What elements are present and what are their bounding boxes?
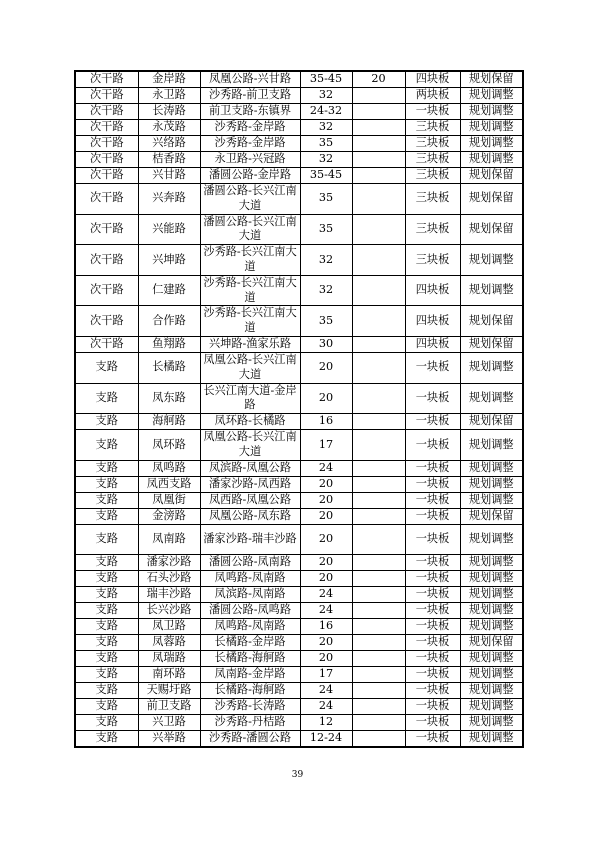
- cross-section-cell: 三块板: [405, 168, 460, 184]
- planning-status-cell: 规划调整: [460, 476, 523, 492]
- cross-section-cell: 一块板: [405, 460, 460, 476]
- planning-status-cell: 规划调整: [460, 383, 523, 414]
- table-row: [75, 336, 523, 352]
- road-name-cell: 兴络路: [138, 136, 200, 152]
- red-line-width-cell: 35: [300, 184, 352, 215]
- cross-section-cell: 一块板: [405, 476, 460, 492]
- cross-section-cell: 四块板: [405, 275, 460, 306]
- road-name-cell: 长橘路: [138, 352, 200, 383]
- road-section-cell: 凤环路-长橘路: [200, 414, 300, 430]
- cross-section-cell: 三块板: [405, 184, 460, 215]
- planning-status-cell: 规划调整: [460, 699, 523, 715]
- extra-width-cell: [352, 619, 405, 635]
- road-grade-cell: 支路: [75, 476, 138, 492]
- table-row: [75, 635, 523, 651]
- planning-status-cell: 规划调整: [460, 104, 523, 120]
- cross-section-cell: 一块板: [405, 715, 460, 731]
- red-line-width-cell: 12: [300, 715, 352, 731]
- cross-section-cell: 一块板: [405, 683, 460, 699]
- red-line-width-cell: 20: [300, 651, 352, 667]
- road-grade-cell: 支路: [75, 492, 138, 508]
- road-name-cell: 合作路: [138, 306, 200, 337]
- road-section-cell: 凤鸣路-凤南路: [200, 571, 300, 587]
- road-grade-cell: 次干路: [75, 104, 138, 120]
- table-row: [75, 136, 523, 152]
- road-section-cell: 凤凰公路-凤东路: [200, 508, 300, 524]
- extra-width-cell: [352, 352, 405, 383]
- extra-width-cell: [352, 715, 405, 731]
- red-line-width-cell: 16: [300, 414, 352, 430]
- red-line-width-cell: 20: [300, 383, 352, 414]
- road-section-cell: 沙秀路-长兴江南大道: [200, 306, 300, 337]
- road-section-cell: 沙秀路-长涛路: [200, 699, 300, 715]
- cross-section-cell: 一块板: [405, 508, 460, 524]
- road-section-cell: 潘圆公路-凤鸣路: [200, 603, 300, 619]
- extra-width-cell: [352, 275, 405, 306]
- table-row: [75, 184, 523, 215]
- road-section-cell: 潘圆公路-金岸路: [200, 168, 300, 184]
- extra-width-cell: [352, 136, 405, 152]
- table-row: [75, 383, 523, 414]
- road-grade-cell: 支路: [75, 587, 138, 603]
- red-line-width-cell: 24: [300, 683, 352, 699]
- red-line-width-cell: 35: [300, 214, 352, 245]
- table-row: [75, 275, 523, 306]
- cross-section-cell: 一块板: [405, 699, 460, 715]
- road-name-cell: 凤环路: [138, 430, 200, 461]
- road-name-cell: 兴奔路: [138, 184, 200, 215]
- cross-section-cell: 一块板: [405, 635, 460, 651]
- cross-section-cell: 一块板: [405, 492, 460, 508]
- planning-status-cell: 规划调整: [460, 492, 523, 508]
- planning-status-cell: 规划调整: [460, 524, 523, 555]
- cross-section-cell: 一块板: [405, 383, 460, 414]
- extra-width-cell: [352, 414, 405, 430]
- table-row: [75, 651, 523, 667]
- red-line-width-cell: 24-32: [300, 104, 352, 120]
- planning-status-cell: 规划调整: [460, 88, 523, 104]
- extra-width-cell: [352, 214, 405, 245]
- road-section-cell: 前卫支路-东镇界: [200, 104, 300, 120]
- road-grade-cell: 支路: [75, 715, 138, 731]
- table-row: [75, 492, 523, 508]
- cross-section-cell: 一块板: [405, 104, 460, 120]
- extra-width-cell: [352, 152, 405, 168]
- red-line-width-cell: 35: [300, 306, 352, 337]
- planning-status-cell: 规划调整: [460, 571, 523, 587]
- extra-width-cell: [352, 245, 405, 276]
- road-section-cell: 长兴江南大道-金岸路: [200, 383, 300, 414]
- extra-width-cell: [352, 88, 405, 104]
- table-row: [75, 571, 523, 587]
- page-number: 39: [291, 770, 304, 780]
- road-name-cell: 石头沙路: [138, 571, 200, 587]
- table-row: [75, 683, 523, 699]
- table-body: [75, 71, 523, 747]
- planning-status-cell: 规划保留: [460, 508, 523, 524]
- table-row: [75, 71, 523, 88]
- red-line-width-cell: 24: [300, 699, 352, 715]
- cross-section-cell: 四块板: [405, 336, 460, 352]
- road-name-cell: 兴卫路: [138, 715, 200, 731]
- road-grade-cell: 支路: [75, 414, 138, 430]
- cross-section-cell: 三块板: [405, 245, 460, 276]
- road-section-cell: 沙秀路-长兴江南大道: [200, 275, 300, 306]
- table-row: [75, 524, 523, 555]
- table-row: [75, 352, 523, 383]
- road-name-cell: 永卫路: [138, 88, 200, 104]
- road-section-cell: 潘圆公路-长兴江南大道: [200, 184, 300, 215]
- planning-status-cell: 规划调整: [460, 275, 523, 306]
- red-line-width-cell: 35-45: [300, 71, 352, 88]
- road-name-cell: 凤凰街: [138, 492, 200, 508]
- planning-status-cell: 规划调整: [460, 715, 523, 731]
- cross-section-cell: 一块板: [405, 667, 460, 683]
- road-name-cell: 南环路: [138, 667, 200, 683]
- planning-status-cell: 规划保留: [460, 635, 523, 651]
- planning-status-cell: 规划保留: [460, 71, 523, 88]
- extra-width-cell: [352, 603, 405, 619]
- road-grade-cell: 次干路: [75, 245, 138, 276]
- planning-status-cell: 规划保留: [460, 306, 523, 337]
- road-name-cell: 海舸路: [138, 414, 200, 430]
- table-row: [75, 508, 523, 524]
- road-grade-cell: 支路: [75, 619, 138, 635]
- road-grade-cell: 支路: [75, 508, 138, 524]
- table-row: [75, 587, 523, 603]
- red-line-width-cell: 24: [300, 603, 352, 619]
- extra-width-cell: [352, 524, 405, 555]
- road-name-cell: 仁建路: [138, 275, 200, 306]
- red-line-width-cell: 24: [300, 460, 352, 476]
- table-row: [75, 168, 523, 184]
- table-row: [75, 245, 523, 276]
- planning-status-cell: 规划调整: [460, 136, 523, 152]
- road-grade-cell: 支路: [75, 524, 138, 555]
- extra-width-cell: [352, 184, 405, 215]
- road-name-cell: 永茂路: [138, 120, 200, 136]
- planning-status-cell: 规划调整: [460, 430, 523, 461]
- road-section-cell: 凤鸣路-凤南路: [200, 619, 300, 635]
- cross-section-cell: 一块板: [405, 352, 460, 383]
- planning-status-cell: 规划保留: [460, 214, 523, 245]
- road-name-cell: 兴坤路: [138, 245, 200, 276]
- road-grade-cell: 次干路: [75, 120, 138, 136]
- road-planning-table: [74, 70, 524, 748]
- red-line-width-cell: 24: [300, 587, 352, 603]
- extra-width-cell: [352, 683, 405, 699]
- extra-width-cell: [352, 651, 405, 667]
- road-name-cell: 长涛路: [138, 104, 200, 120]
- red-line-width-cell: 35: [300, 136, 352, 152]
- cross-section-cell: 四块板: [405, 71, 460, 88]
- table-row: [75, 619, 523, 635]
- road-grade-cell: 次干路: [75, 136, 138, 152]
- road-name-cell: 凤瑞路: [138, 651, 200, 667]
- road-name-cell: 金滂路: [138, 508, 200, 524]
- planning-status-cell: 规划调整: [460, 603, 523, 619]
- table-row: [75, 120, 523, 136]
- extra-width-cell: [352, 492, 405, 508]
- table-row: [75, 104, 523, 120]
- road-grade-cell: 支路: [75, 731, 138, 748]
- red-line-width-cell: 20: [300, 476, 352, 492]
- extra-width-cell: [352, 383, 405, 414]
- road-name-cell: 长兴沙路: [138, 603, 200, 619]
- red-line-width-cell: 17: [300, 667, 352, 683]
- road-name-cell: 金岸路: [138, 71, 200, 88]
- cross-section-cell: 一块板: [405, 555, 460, 571]
- road-section-cell: 长橘路-海舸路: [200, 683, 300, 699]
- extra-width-cell: [352, 306, 405, 337]
- extra-width-cell: [352, 168, 405, 184]
- road-section-cell: 长橘路-海舸路: [200, 651, 300, 667]
- extra-width-cell: [352, 120, 405, 136]
- extra-width-cell: [352, 508, 405, 524]
- planning-status-cell: 规划调整: [460, 587, 523, 603]
- table-row: [75, 476, 523, 492]
- road-section-cell: 沙秀路-长兴江南大道: [200, 245, 300, 276]
- road-grade-cell: 次干路: [75, 336, 138, 352]
- road-grade-cell: 次干路: [75, 275, 138, 306]
- extra-width-cell: [352, 667, 405, 683]
- extra-width-cell: [352, 587, 405, 603]
- red-line-width-cell: 20: [300, 571, 352, 587]
- road-grade-cell: 支路: [75, 635, 138, 651]
- planning-status-cell: 规划保留: [460, 336, 523, 352]
- table-row: [75, 306, 523, 337]
- road-name-cell: 凤南路: [138, 524, 200, 555]
- road-name-cell: 凤东路: [138, 383, 200, 414]
- red-line-width-cell: 32: [300, 245, 352, 276]
- road-planning-table-container: [74, 70, 522, 748]
- road-section-cell: 沙秀路-前卫支路: [200, 88, 300, 104]
- road-name-cell: 潘家沙路: [138, 555, 200, 571]
- planning-status-cell: 规划调整: [460, 555, 523, 571]
- cross-section-cell: 一块板: [405, 651, 460, 667]
- extra-width-cell: [352, 731, 405, 748]
- road-section-cell: 沙秀路-金岸路: [200, 136, 300, 152]
- extra-width-cell: [352, 430, 405, 461]
- table-row: [75, 699, 523, 715]
- road-name-cell: 兴能路: [138, 214, 200, 245]
- planning-status-cell: 规划保留: [460, 168, 523, 184]
- table-row: [75, 414, 523, 430]
- table-row: [75, 152, 523, 168]
- road-section-cell: 潘家沙路-瑞丰沙路: [200, 524, 300, 555]
- extra-width-cell: [352, 555, 405, 571]
- cross-section-cell: 一块板: [405, 430, 460, 461]
- road-name-cell: 凤蓉路: [138, 635, 200, 651]
- extra-width-cell: [352, 460, 405, 476]
- road-section-cell: 凤滨路-凤南路: [200, 587, 300, 603]
- road-name-cell: 凤西支路: [138, 476, 200, 492]
- road-grade-cell: 支路: [75, 667, 138, 683]
- road-name-cell: 天赐圩路: [138, 683, 200, 699]
- cross-section-cell: 一块板: [405, 603, 460, 619]
- road-section-cell: 沙秀路-金岸路: [200, 120, 300, 136]
- red-line-width-cell: 32: [300, 275, 352, 306]
- road-grade-cell: 支路: [75, 651, 138, 667]
- road-grade-cell: 次干路: [75, 184, 138, 215]
- table-row: [75, 214, 523, 245]
- road-name-cell: 凤卫路: [138, 619, 200, 635]
- road-grade-cell: 次干路: [75, 306, 138, 337]
- road-grade-cell: 支路: [75, 683, 138, 699]
- road-section-cell: 潘圆公路-长兴江南大道: [200, 214, 300, 245]
- cross-section-cell: 三块板: [405, 214, 460, 245]
- planning-status-cell: 规划调整: [460, 667, 523, 683]
- road-section-cell: 潘家沙路-凤西路: [200, 476, 300, 492]
- cross-section-cell: 三块板: [405, 152, 460, 168]
- red-line-width-cell: 20: [300, 555, 352, 571]
- road-name-cell: 兴举路: [138, 731, 200, 748]
- road-name-cell: 鱼翔路: [138, 336, 200, 352]
- extra-width-cell: 20: [352, 71, 405, 88]
- cross-section-cell: 一块板: [405, 524, 460, 555]
- extra-width-cell: [352, 336, 405, 352]
- road-section-cell: 凤西路-凤凰公路: [200, 492, 300, 508]
- red-line-width-cell: 16: [300, 619, 352, 635]
- road-name-cell: 前卫支路: [138, 699, 200, 715]
- planning-status-cell: 规划调整: [460, 245, 523, 276]
- road-section-cell: 永卫路-兴冠路: [200, 152, 300, 168]
- road-name-cell: 桔香路: [138, 152, 200, 168]
- red-line-width-cell: 20: [300, 635, 352, 651]
- road-grade-cell: 支路: [75, 383, 138, 414]
- road-section-cell: 长橘路-金岸路: [200, 635, 300, 651]
- cross-section-cell: 四块板: [405, 306, 460, 337]
- road-grade-cell: 支路: [75, 460, 138, 476]
- table-row: [75, 460, 523, 476]
- cross-section-cell: 一块板: [405, 731, 460, 748]
- planning-status-cell: 规划保留: [460, 414, 523, 430]
- red-line-width-cell: 32: [300, 120, 352, 136]
- table-row: [75, 88, 523, 104]
- red-line-width-cell: 20: [300, 524, 352, 555]
- table-row: [75, 667, 523, 683]
- road-section-cell: 凤凰公路-长兴江南大道: [200, 352, 300, 383]
- table-row: [75, 715, 523, 731]
- red-line-width-cell: 35-45: [300, 168, 352, 184]
- road-section-cell: 凤南路-金岸路: [200, 667, 300, 683]
- road-grade-cell: 次干路: [75, 168, 138, 184]
- road-grade-cell: 次干路: [75, 152, 138, 168]
- road-section-cell: 潘圆公路-凤南路: [200, 555, 300, 571]
- planning-status-cell: 规划调整: [460, 120, 523, 136]
- road-name-cell: 凤鸣路: [138, 460, 200, 476]
- road-grade-cell: 支路: [75, 555, 138, 571]
- road-section-cell: 沙秀路-丹桔路: [200, 715, 300, 731]
- table-row: [75, 603, 523, 619]
- table-row: [75, 555, 523, 571]
- cross-section-cell: 一块板: [405, 571, 460, 587]
- road-name-cell: 兴甘路: [138, 168, 200, 184]
- table-row: [75, 430, 523, 461]
- red-line-width-cell: 32: [300, 88, 352, 104]
- cross-section-cell: 三块板: [405, 136, 460, 152]
- road-name-cell: 瑞丰沙路: [138, 587, 200, 603]
- planning-status-cell: 规划调整: [460, 152, 523, 168]
- planning-status-cell: 规划保留: [460, 184, 523, 215]
- planning-status-cell: 规划调整: [460, 731, 523, 748]
- extra-width-cell: [352, 571, 405, 587]
- road-grade-cell: 支路: [75, 430, 138, 461]
- road-section-cell: 沙秀路-潘圆公路: [200, 731, 300, 748]
- cross-section-cell: 一块板: [405, 619, 460, 635]
- road-section-cell: 凤凰公路-兴甘路: [200, 71, 300, 88]
- table-row: [75, 731, 523, 748]
- planning-status-cell: 规划调整: [460, 651, 523, 667]
- road-grade-cell: 次干路: [75, 71, 138, 88]
- extra-width-cell: [352, 635, 405, 651]
- planning-status-cell: 规划调整: [460, 460, 523, 476]
- red-line-width-cell: 20: [300, 352, 352, 383]
- extra-width-cell: [352, 104, 405, 120]
- road-section-cell: 凤凰公路-长兴江南大道: [200, 430, 300, 461]
- red-line-width-cell: 20: [300, 508, 352, 524]
- planning-status-cell: 规划调整: [460, 619, 523, 635]
- cross-section-cell: 一块板: [405, 414, 460, 430]
- road-grade-cell: 次干路: [75, 88, 138, 104]
- red-line-width-cell: 20: [300, 492, 352, 508]
- road-grade-cell: 次干路: [75, 214, 138, 245]
- road-section-cell: 凤滨路-凤凰公路: [200, 460, 300, 476]
- road-grade-cell: 支路: [75, 603, 138, 619]
- extra-width-cell: [352, 476, 405, 492]
- road-grade-cell: 支路: [75, 571, 138, 587]
- extra-width-cell: [352, 699, 405, 715]
- red-line-width-cell: 30: [300, 336, 352, 352]
- cross-section-cell: 两块板: [405, 88, 460, 104]
- road-section-cell: 兴坤路-渔家乐路: [200, 336, 300, 352]
- cross-section-cell: 三块板: [405, 120, 460, 136]
- road-grade-cell: 支路: [75, 699, 138, 715]
- planning-status-cell: 规划调整: [460, 683, 523, 699]
- red-line-width-cell: 32: [300, 152, 352, 168]
- red-line-width-cell: 12-24: [300, 731, 352, 748]
- cross-section-cell: 一块板: [405, 587, 460, 603]
- planning-status-cell: 规划调整: [460, 352, 523, 383]
- road-grade-cell: 支路: [75, 352, 138, 383]
- red-line-width-cell: 17: [300, 430, 352, 461]
